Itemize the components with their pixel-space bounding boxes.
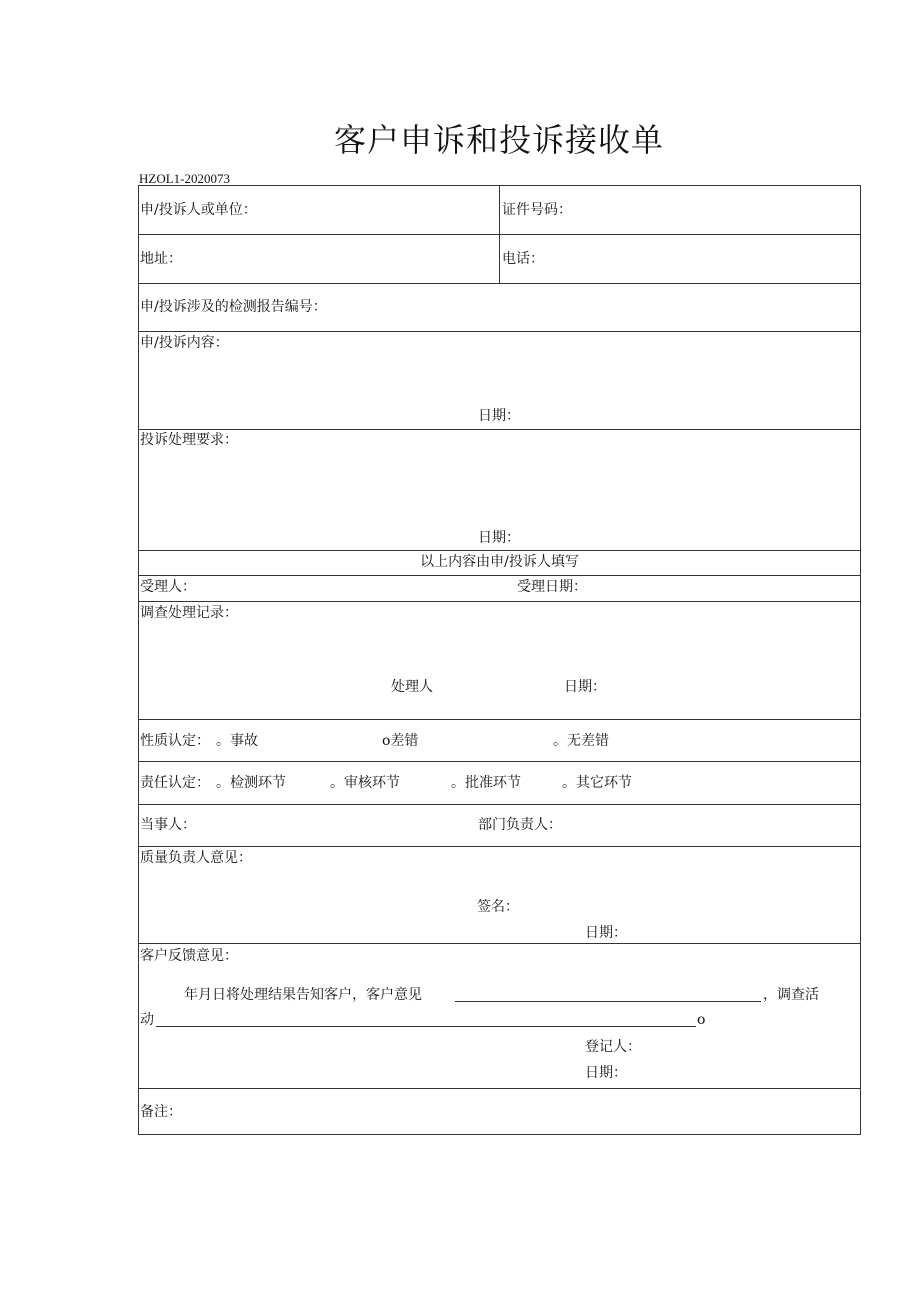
row-divider [138,804,861,805]
content-date-label: 日期： [478,408,520,424]
id-number-label: 证件号码： [502,202,572,218]
signature-label: 签名： [477,899,519,915]
registrar-label: 登记人： [585,1039,641,1055]
row-divider [138,550,861,551]
feedback-line1-prefix: 年月日将处理结果告知客户，客户意见 [184,987,422,1003]
department-head-label: 部门负责人： [478,817,562,833]
investigation-label: 调查处理记录： [140,605,238,621]
quality-head-label: 质量负责人意见： [140,850,252,866]
filled-by-note: 以上内容由申/投诉人填写 [420,554,579,570]
responsibility-option-other[interactable]: 。其它环节 [562,775,632,791]
row-divider [138,429,861,430]
feedback-label: 客户反馈意见： [140,948,238,964]
row-divider [138,846,861,847]
phone-label: 电话： [502,251,544,267]
row-divider [138,283,861,284]
responsibility-option-approval[interactable]: 。批准环节 [451,775,521,791]
row-divider [138,331,861,332]
remarks-label: 备注： [140,1104,182,1120]
receiver-label: 受理人： [140,579,196,595]
form-code: HZOL1-2020073 [139,171,230,186]
feedback-line2-suffix: o [697,1012,706,1028]
receive-date-label: 受理日期： [517,579,587,595]
nature-label: 性质认定： [140,733,210,749]
report-number-label: 申/投诉涉及的检测报告编号： [140,299,327,315]
row-divider [138,943,861,944]
row-divider [138,761,861,762]
complainant-label: 申/投诉人或单位： [140,202,257,218]
feedback-date-label: 日期： [585,1065,627,1081]
row-divider [138,719,861,720]
handler-label: 处理人 [391,679,433,695]
feedback-opinion-blank[interactable] [455,1001,761,1002]
responsibility-label: 责任认定： [140,775,210,791]
complaint-content-label: 申/投诉内容： [140,335,229,351]
responsibility-option-testing[interactable]: 。检测环节 [216,775,286,791]
investigation-date-label: 日期： [564,679,606,695]
feedback-activity-blank[interactable] [156,1026,696,1027]
address-label: 地址： [140,251,182,267]
row-divider [138,575,861,576]
feedback-line1-suffix: ，调查活 [763,987,819,1003]
page-title: 客户申诉和投诉接收单 [333,121,664,159]
nature-option-error[interactable]: o差错 [382,733,419,749]
column-divider [499,185,500,283]
requirement-label: 投诉处理要求： [140,432,238,448]
row-divider [138,1088,861,1089]
nature-option-accident[interactable]: 。事故 [216,733,258,749]
quality-date-label: 日期： [585,925,627,941]
row-divider [138,601,861,602]
feedback-line2-prefix: 动 [140,1012,154,1028]
party-label: 当事人： [140,817,196,833]
nature-option-no-error[interactable]: 。无差错 [553,733,609,749]
requirement-date-label: 日期： [478,530,520,546]
responsibility-option-review[interactable]: 。审核环节 [330,775,400,791]
